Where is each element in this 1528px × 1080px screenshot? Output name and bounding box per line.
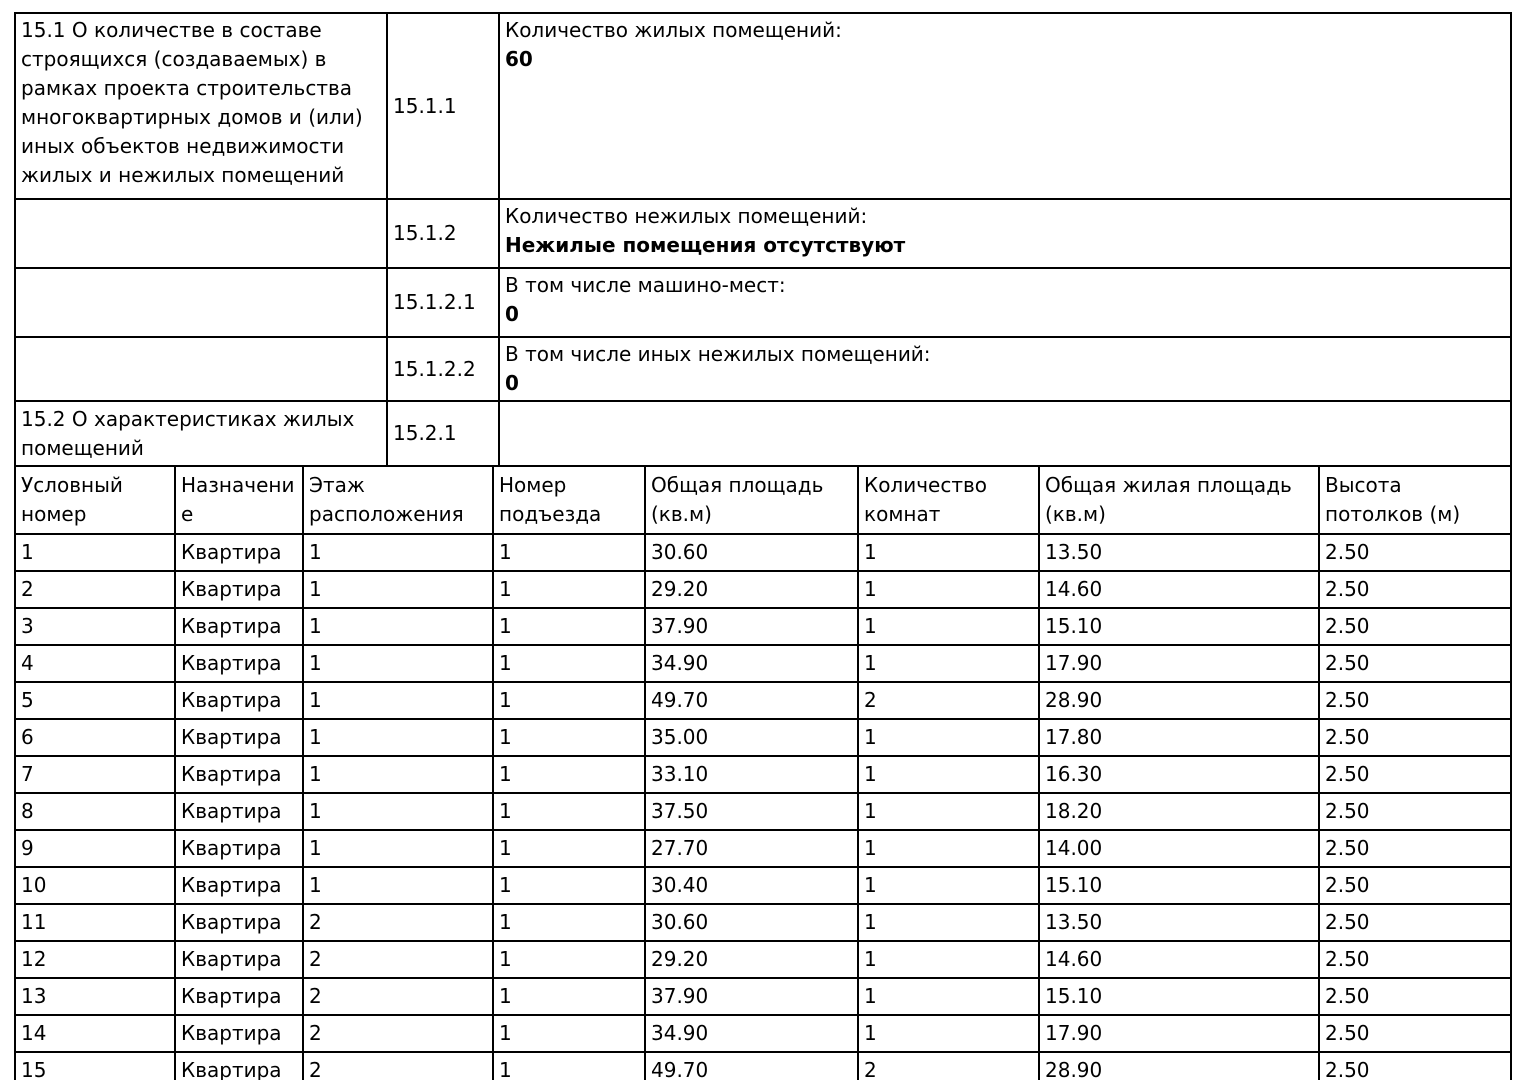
table-row [15,645,1511,682]
table-cell: 2.50 [1319,941,1511,978]
field-label-other-nonliving: В том числе иных нежилых помещений: [505,342,931,366]
table-cell: 1 [858,571,1039,608]
table-cell: Квартира [175,941,303,978]
table-cell: 2 [303,1015,493,1052]
table-cell: 1 [303,793,493,830]
table-cell: 1 [493,867,645,904]
table-cell: Квартира [175,978,303,1015]
table-cell: 5 [15,682,175,719]
table-cell: 15 [15,1052,175,1080]
table-cell: 1 [303,867,493,904]
table-cell: 1 [858,608,1039,645]
table-cell: 2 [303,1052,493,1080]
table-cell: Квартира [175,1015,303,1052]
table-cell: 1 [303,719,493,756]
table-cell: 1 [303,534,493,571]
table-cell: 16.30 [1039,756,1319,793]
table-cell: 1 [493,941,645,978]
table-cell: 1 [858,534,1039,571]
column-header: Количество комнат [858,466,1039,534]
table-row [15,830,1511,867]
table-row [15,571,1511,608]
table-row [15,682,1511,719]
code-15-1-2-1: 15.1.2.1 [387,268,499,337]
table-cell: 1 [858,978,1039,1015]
table-cell: Квартира [175,682,303,719]
table-row [15,719,1511,756]
table-cell: Квартира [175,645,303,682]
row-15-2-1 [15,401,1511,466]
table-cell: 11 [15,904,175,941]
content-15-1-2 [499,199,1511,268]
table-cell: 13.50 [1039,904,1319,941]
apartments-table [14,465,1512,1080]
table-cell: 2 [858,682,1039,719]
table-cell: 8 [15,793,175,830]
table-cell: 2.50 [1319,534,1511,571]
table-cell: 1 [858,867,1039,904]
table-cell: 12 [15,941,175,978]
table-cell: 15.10 [1039,867,1319,904]
table-cell: 2.50 [1319,793,1511,830]
table-cell: 2.50 [1319,608,1511,645]
row-15-1-2-1 [15,268,1511,337]
table-cell: 27.70 [645,830,858,867]
column-header: Этаж расположения [303,466,493,534]
table-cell: 1 [858,904,1039,941]
table-row [15,756,1511,793]
table-cell: 2.50 [1319,682,1511,719]
table-cell: 35.00 [645,719,858,756]
field-label-nonliving-units: Количество нежилых помещений: [505,204,868,228]
table-cell: 17.80 [1039,719,1319,756]
table-row [15,534,1511,571]
table-cell: 13 [15,978,175,1015]
table-cell: 2.50 [1319,571,1511,608]
table-cell: 2.50 [1319,830,1511,867]
table-cell: 1 [493,719,645,756]
table-cell: Квартира [175,1052,303,1080]
apartments-table-body [15,534,1511,1080]
table-cell: 7 [15,756,175,793]
table-cell: 14.60 [1039,941,1319,978]
content-15-2-1 [499,401,1511,466]
empty-desc-cell [15,199,387,268]
table-cell: 1 [303,571,493,608]
column-header: Общая жилая площадь (кв.м) [1039,466,1319,534]
table-row [15,1052,1511,1080]
table-cell: 17.90 [1039,645,1319,682]
table-cell: 10 [15,867,175,904]
table-cell: 2.50 [1319,1015,1511,1052]
empty-desc-cell [15,268,387,337]
table-cell: 15.10 [1039,978,1319,1015]
section-15-2-label: 15.2 О характеристиках жилых помещений [15,401,387,466]
table-cell: 1 [858,1015,1039,1052]
table-cell: 28.90 [1039,1052,1319,1080]
table-cell: 15.10 [1039,608,1319,645]
table-cell: 9 [15,830,175,867]
table-cell: 49.70 [645,682,858,719]
table-cell: 2 [15,571,175,608]
table-cell: 2.50 [1319,645,1511,682]
table-cell: 1 [858,793,1039,830]
table-cell: 37.90 [645,978,858,1015]
table-cell: 2.50 [1319,867,1511,904]
section-15-info-table [14,12,1512,467]
field-value-living-units: 60 [505,47,533,71]
content-15-1-2-1 [499,268,1511,337]
table-cell: 1 [15,534,175,571]
table-cell: 1 [493,608,645,645]
table-cell: 1 [493,645,645,682]
table-cell: 2.50 [1319,978,1511,1015]
column-header: Назначение [175,466,303,534]
table-cell: 17.90 [1039,1015,1319,1052]
table-cell: 1 [858,830,1039,867]
table-cell: 1 [493,534,645,571]
table-cell: 2 [303,904,493,941]
row-15-1-1 [15,13,1511,199]
column-header: Высота потолков (м) [1319,466,1511,534]
content-15-1-1 [499,13,1511,199]
field-label-parking-places: В том числе машино-мест: [505,273,786,297]
table-cell: 14.00 [1039,830,1319,867]
table-row [15,793,1511,830]
table-cell: 1 [493,1015,645,1052]
row-15-1-2 [15,199,1511,268]
table-cell: 18.20 [1039,793,1319,830]
table-cell: 2.50 [1319,756,1511,793]
table-cell: 1 [858,719,1039,756]
column-header: Номер подъезда [493,466,645,534]
table-cell: Квартира [175,719,303,756]
table-cell: 28.90 [1039,682,1319,719]
row-15-1-2-2 [15,337,1511,401]
table-cell: Квартира [175,608,303,645]
table-cell: 6 [15,719,175,756]
table-cell: 29.20 [645,571,858,608]
table-cell: 1 [493,830,645,867]
table-cell: Квартира [175,904,303,941]
table-cell: 33.10 [645,756,858,793]
field-value-other-nonliving: 0 [505,371,519,395]
table-cell: 1 [858,645,1039,682]
table-cell: Квартира [175,867,303,904]
section-15-1-label: 15.1 О количестве в составе строящихся (создаваемых) в рамках проекта строительства многоквартирных домов и (или) иных объектов недвижимости жилых и нежилых помещений [15,13,387,199]
table-cell: Квартира [175,534,303,571]
table-row [15,941,1511,978]
table-cell: 29.20 [645,941,858,978]
table-cell: 1 [493,904,645,941]
table-cell: 1 [303,682,493,719]
table-cell: 30.60 [645,904,858,941]
table-cell: 2.50 [1319,904,1511,941]
table-cell: 2.50 [1319,719,1511,756]
table-cell: Квартира [175,793,303,830]
code-15-1-1: 15.1.1 [387,13,499,199]
table-cell: 1 [858,756,1039,793]
table-cell: 1 [493,756,645,793]
table-cell: 1 [493,682,645,719]
content-15-1-2-2 [499,337,1511,401]
empty-desc-cell [15,337,387,401]
table-cell: Квартира [175,830,303,867]
table-cell: 1 [858,941,1039,978]
apartments-table-head-row [15,466,1511,534]
table-cell: 1 [493,571,645,608]
table-cell: 3 [15,608,175,645]
table-row [15,978,1511,1015]
table-cell: 34.90 [645,1015,858,1052]
table-cell: 1 [493,793,645,830]
table-cell: 1 [493,1052,645,1080]
table-cell: 2.50 [1319,1052,1511,1080]
table-row [15,904,1511,941]
table-cell: 2 [858,1052,1039,1080]
table-cell: 14.60 [1039,571,1319,608]
table-row [15,1015,1511,1052]
table-cell: 37.50 [645,793,858,830]
table-cell: 2 [303,941,493,978]
field-value-parking-places: 0 [505,302,519,326]
table-row [15,608,1511,645]
table-cell: Квартира [175,571,303,608]
table-cell: Квартира [175,756,303,793]
table-cell: 1 [303,830,493,867]
table-cell: 1 [303,608,493,645]
column-header: Условный номер [15,466,175,534]
field-label-living-units: Количество жилых помещений: [505,18,842,42]
table-cell: 49.70 [645,1052,858,1080]
table-cell: 37.90 [645,608,858,645]
table-cell: 30.60 [645,534,858,571]
table-cell: 4 [15,645,175,682]
table-cell: 14 [15,1015,175,1052]
table-cell: 1 [493,978,645,1015]
table-cell: 30.40 [645,867,858,904]
table-row [15,867,1511,904]
code-15-2-1: 15.2.1 [387,401,499,466]
table-cell: 34.90 [645,645,858,682]
table-cell: 1 [303,645,493,682]
column-header: Общая площадь (кв.м) [645,466,858,534]
table-cell: 1 [303,756,493,793]
table-cell: 2 [303,978,493,1015]
code-15-1-2-2: 15.1.2.2 [387,337,499,401]
code-15-1-2: 15.1.2 [387,199,499,268]
table-cell: 13.50 [1039,534,1319,571]
field-value-nonliving-units: Нежилые помещения отсутствуют [505,233,906,257]
